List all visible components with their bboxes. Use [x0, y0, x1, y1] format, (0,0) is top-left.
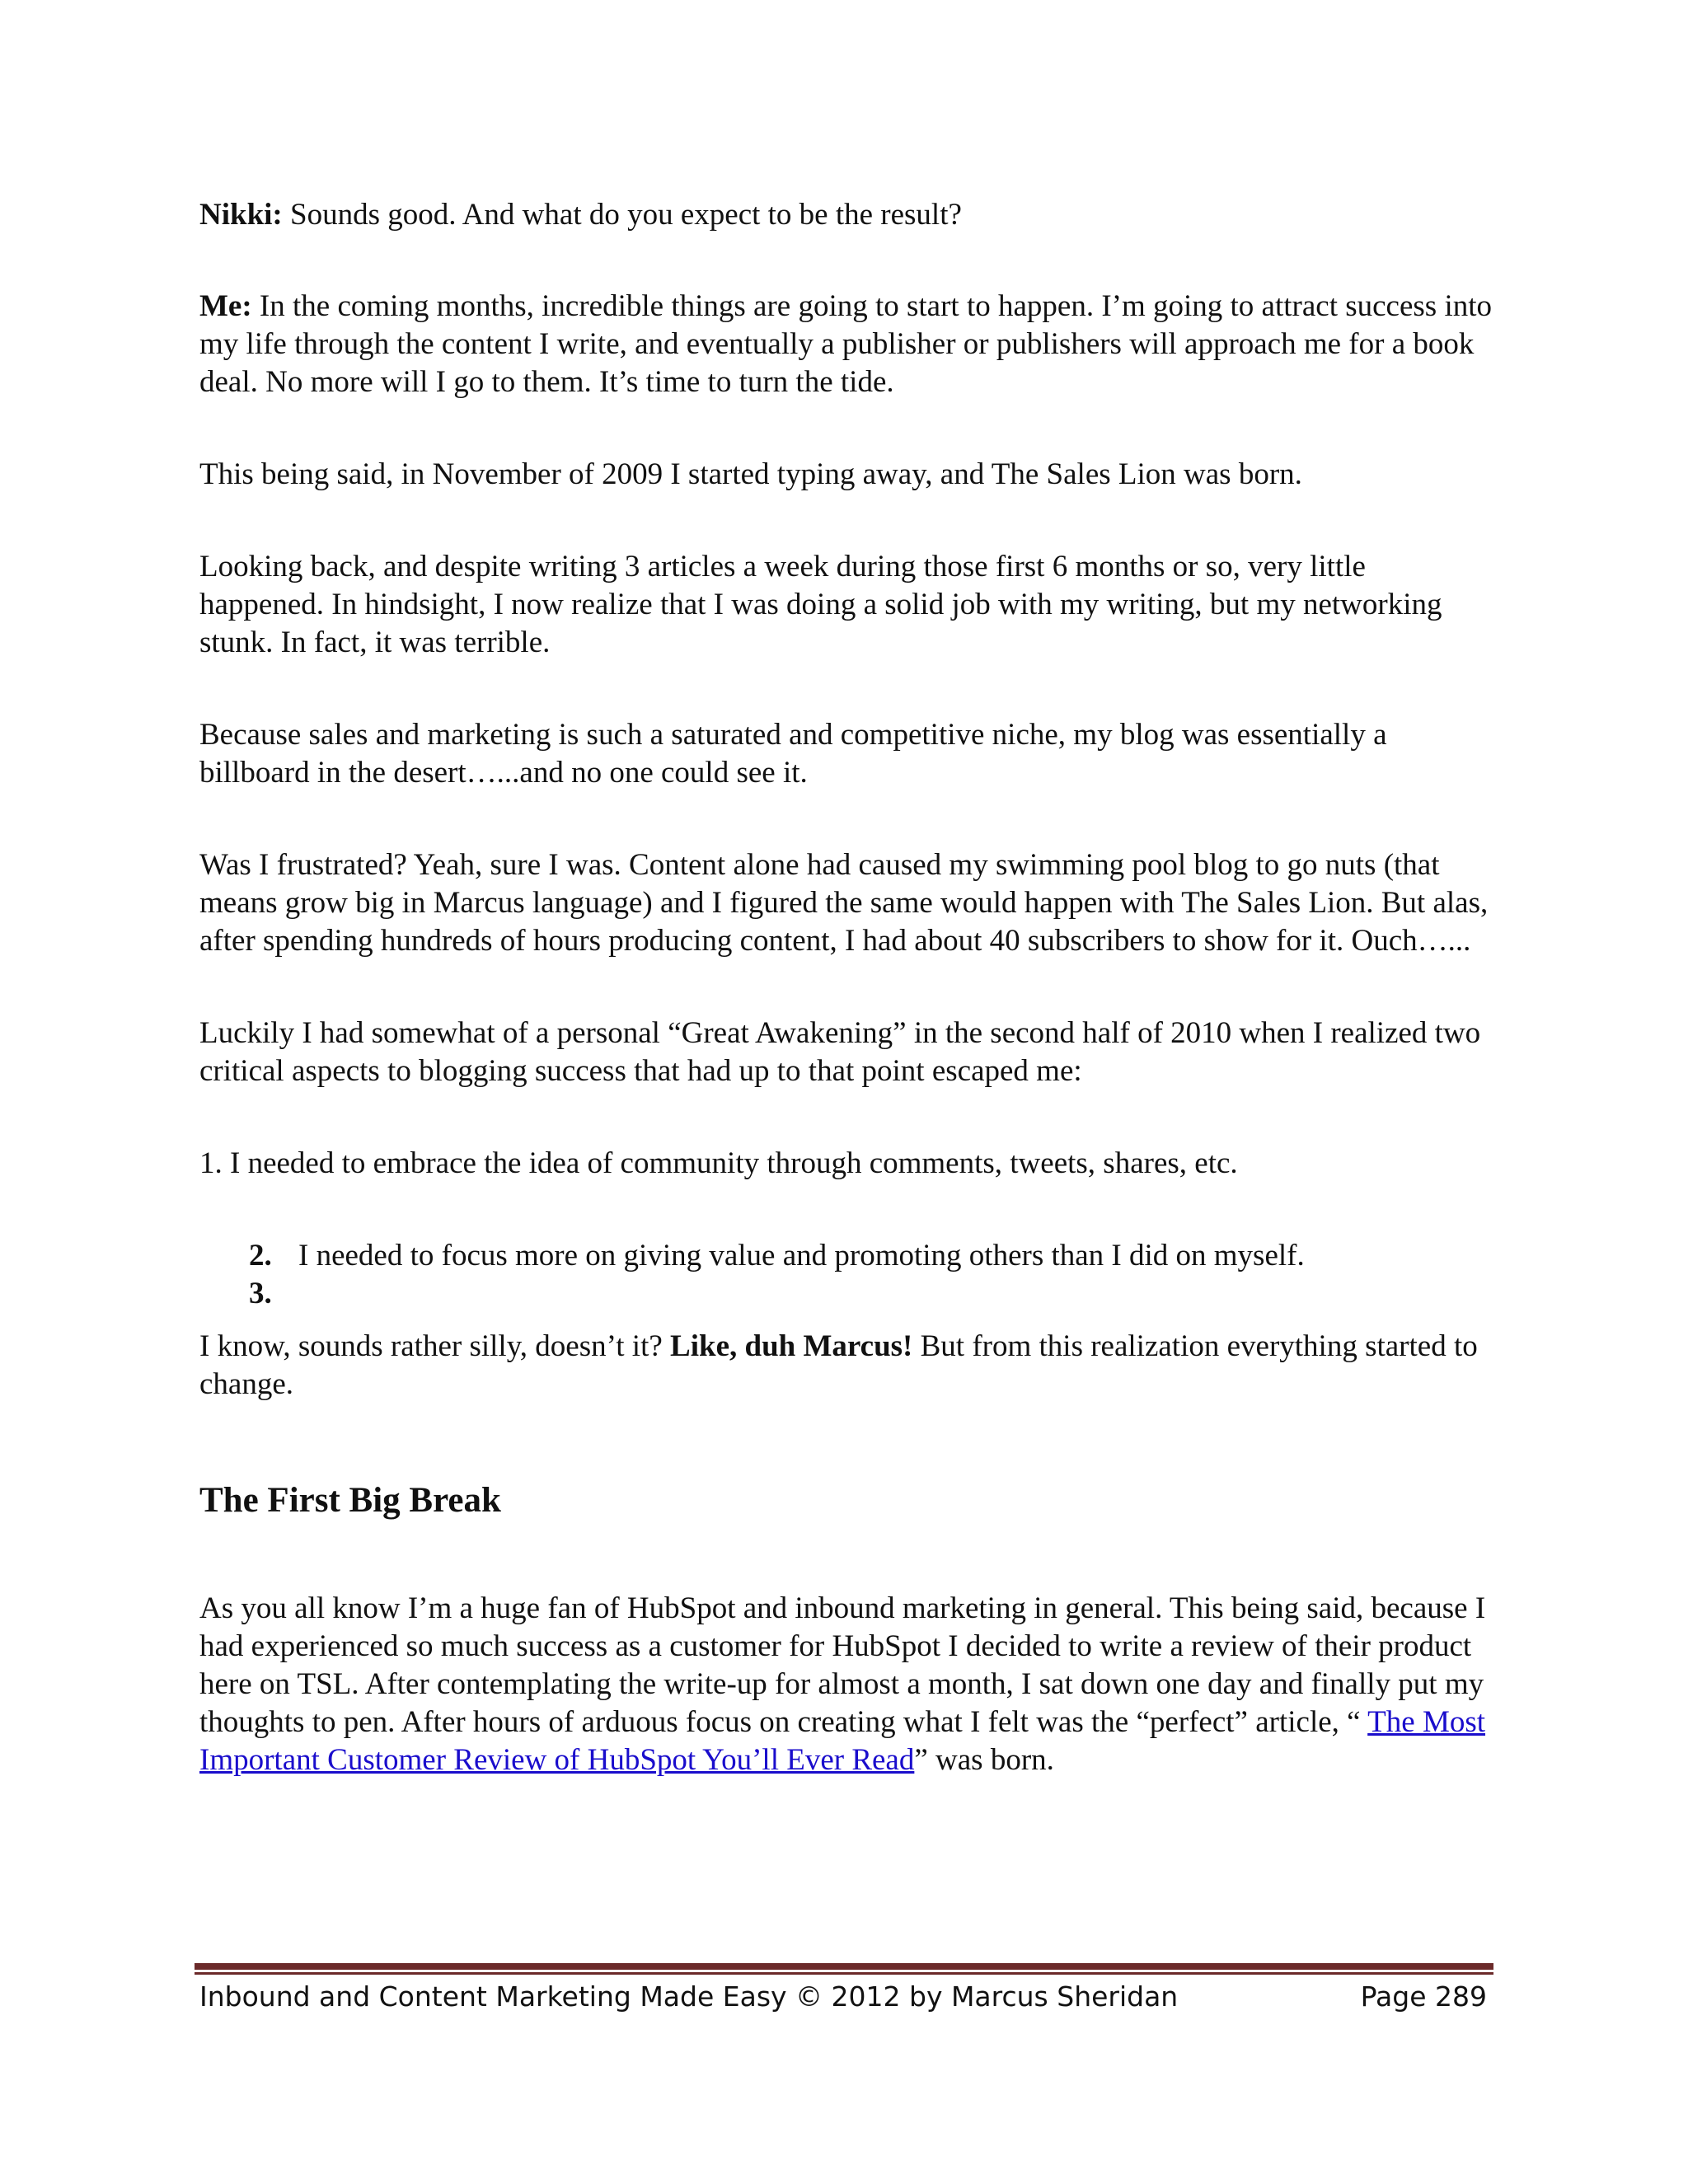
footer-title: Inbound and Content Marketing Made Easy © 2012 by Marcus Sheridan [199, 1980, 1179, 2013]
section-text-end: ” was born. [914, 1743, 1054, 1777]
list-text: I needed to focus more on giving value and promoting others than I did on myself. [298, 1239, 1305, 1272]
paragraph: Because sales and marketing is such a saturated and competitive niche, my blog was essentially a billboard in the desert…...and no one could see it. [199, 718, 1387, 790]
closing-tail: But from this realization everything started to change. [199, 1329, 1478, 1401]
list-item: 1. I needed to embrace the idea of community through comments, tweets, shares, etc. [199, 1146, 1238, 1180]
hubspot-review-link[interactable]: The Most Important Customer Review of HubSpot You’ll Ever Read [199, 1705, 1486, 1777]
dialogue-nikki [199, 196, 1493, 234]
footer-divider-thin [195, 1972, 1493, 1975]
me-line: In the coming months, incredible things are going to start to happen. I’m going to attract success into my life through the content I write, and eventually a publisher or publishers will approach me for a book deal. No more will I go to them. It’s time to turn the tide. [199, 289, 1493, 399]
page-number: Page 289 [1360, 1980, 1487, 2013]
footer-divider [195, 1963, 1493, 1970]
section-heading: The First Big Break [199, 1481, 501, 1520]
paragraph: This being said, in November of 2009 I started typing away, and The Sales Lion was born. [199, 457, 1302, 491]
nikki-line: Sounds good. And what do you expect to be the result? [282, 198, 962, 232]
speaker-nikki: Nikki: [199, 198, 283, 232]
page-body [199, 196, 1493, 1779]
list-number: 3. [249, 1277, 272, 1310]
numbered-list [199, 1237, 1493, 1313]
speaker-me: Me: [199, 289, 252, 323]
list-item [249, 1275, 1493, 1313]
section-text: As you all know I’m a huge fan of HubSpot and inbound marketing in general. This being said, because I had experienced so much success as a customer for HubSpot I decided to write a review of their product here on TSL. After contemplating the write-up for almost a month, I sat down one day and finally put my thoughts to pen. After hours of arduous focus on creating what I felt was the “perfect” article, “ [199, 1591, 1486, 1739]
list-item [249, 1237, 1493, 1275]
paragraph: Looking back, and despite writing 3 articles a week during those first 6 months or so, very little happened. In hindsight, I now realize that I was doing a solid job with my writing, but my networking stunk. In fact, it was terrible. [199, 550, 1442, 659]
closing-bold: Like, duh Marcus! [670, 1329, 913, 1363]
paragraph: Luckily I had somewhat of a personal “Great Awakening” in the second half of 2010 when I realized two critical aspects to blogging success that had up to that point escaped me: [199, 1016, 1481, 1088]
closing-paragraph [199, 1328, 1493, 1404]
dialogue-me [199, 288, 1493, 401]
list-number: 2. [249, 1239, 272, 1272]
closing-lead: I know, sounds rather silly, doesn’t it? [199, 1329, 671, 1363]
paragraph: Was I frustrated? Yeah, sure I was. Content alone had caused my swimming pool blog to go nuts (that means grow big in Marcus language) and I figured the same would happen with The Sales Lion. But alas, after spending hundreds of hours producing content, I had about 40 subscribers to show for it. Ouch…... [199, 848, 1489, 958]
section-paragraph [199, 1590, 1493, 1779]
